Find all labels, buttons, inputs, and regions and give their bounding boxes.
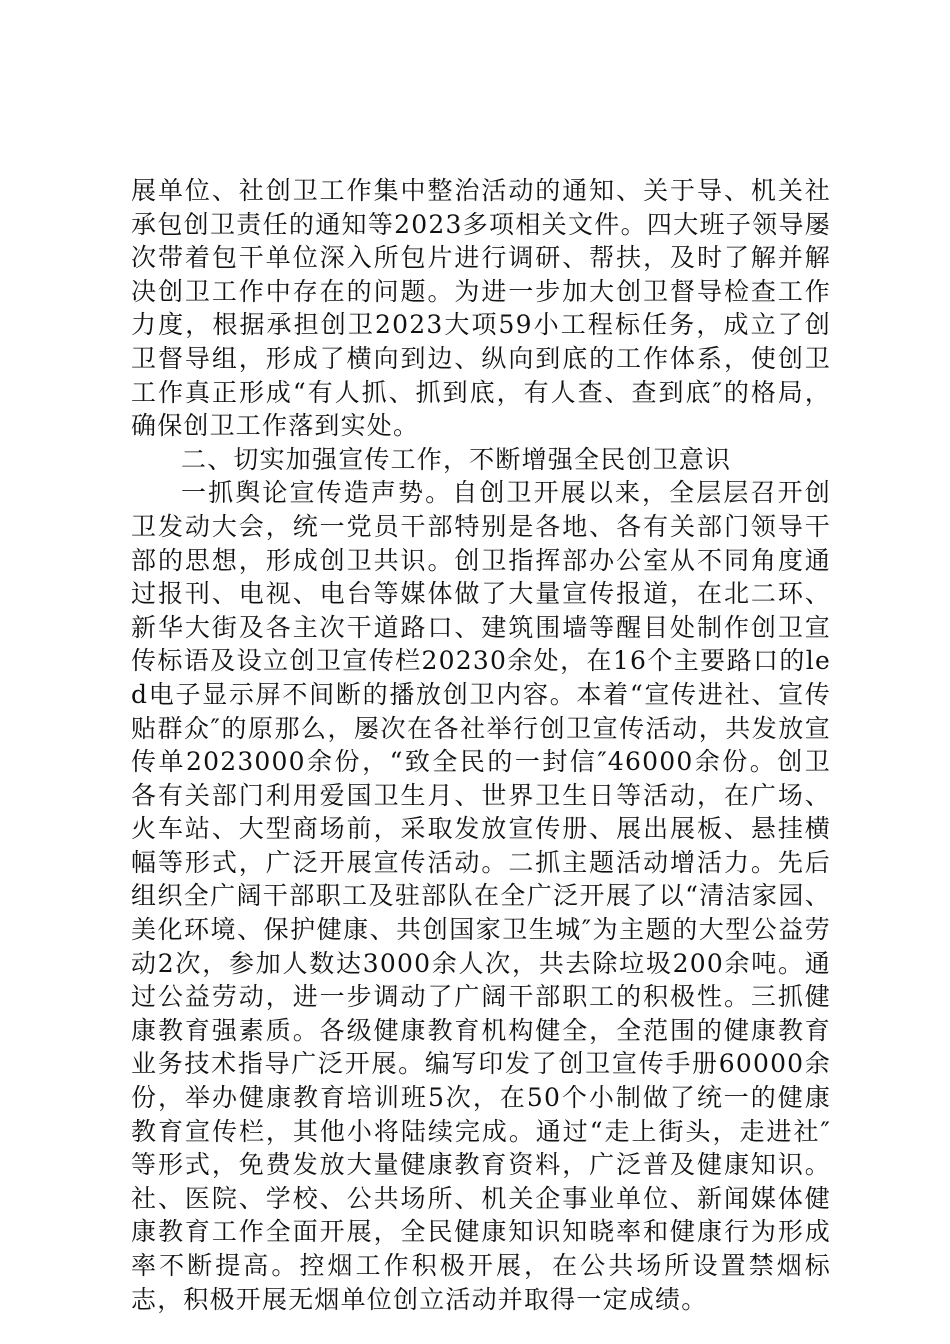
section-heading: 二、切实加强宣传工作，不断增强全民创卫意识 [181,444,732,474]
document-body [131,174,831,1316]
paragraph-continuation: 展单位、社创卫工作集中整治活动的通知、关于导、机关社承包创卫责任的通知等2023多项相关文件。四大班子领导屡次带着包干单位深入所包片进行调研、帮扶，及时了解并解决创卫工作中存在的问题。为进一步加大创卫督导检查工作力度，根据承担创卫2023大项59小工程标任务，成立了创卫督导组，形成了横向到边、纵向到底的工作体系，使创卫工作真正形成“有人抓、抓到底，有人查、查到底″的格局，确保创卫工作落到实处。 [131,176,831,441]
paragraph-publicity: 一抓舆论宣传造声势。自创卫开展以来，全层层召开创卫发动大会，统一党员干部特别是各地、各有关部门领导干部的思想，形成创卫共识。创卫指挥部办公室从不同角度通过报刊、电视、电台等媒体做了大量宣传报道，在北二环、新华大街及各主次干道路口、建筑围墙等醒目处制作创卫宣传标语及设立创卫宣传栏20230余处，在16个主要路口的led电子显示屏不间断的播放创卫内容。本着“宣传进社、宣传贴群众″的原那么，屡次在各社举行创卫宣传活动，共发放宣传单2023000余份，“致全民的一封信″46000余份。创卫各有关部门利用爱国卫生月、世界卫生日等活动，在广场、火车站、大型商场前，采取发放宣传册、展出展板、悬挂横幅等形式，广泛开展宣传活动。二抓主题活动增活力。先后组织全广阔干部职工及驻部队在全广泛开展了以“清洁家园、美化环境、保护健康、共创国家卫生城″为主题的大型公益劳动2次，参加人数达3000余人次，共去除垃圾200余吨。通过公益劳动，进一步调动了广阔干部职工的积极性。三抓健康教育强素质。各级健康教育机构健全，全范围的健康教育业务技术指导广泛开展。编写印发了创卫宣传手册60000余份，举办健康教育培训班5次，在50个小制做了统一的健康教育宣传栏，其他小将陆续完成。通过“走上街头，走进社″等形式，免费发放大量健康教育资料，广泛普及健康知识。社、医院、学校、公共场所、机关企事业单位、新闻媒体健康教育工作全面开展，全民健康知识知晓率和健康行为形成率不断提高。控烟工作积极开展，在公共场所设置禁烟标志，积极开展无烟单位创立活动并取得一定成绩。 [131,478,831,1314]
